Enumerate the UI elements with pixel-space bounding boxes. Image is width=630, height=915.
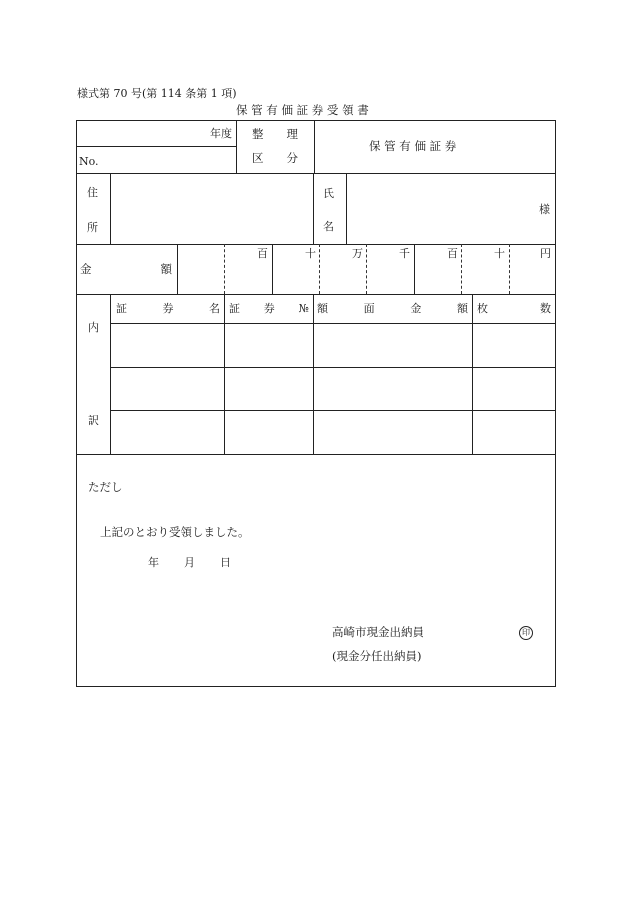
proviso-label: ただし [88,480,123,494]
seiri-label: 整 理 [252,127,298,141]
breakdown-label-2: 訳 [88,414,99,427]
cell-face-amount[interactable] [317,426,470,440]
cell-count[interactable] [477,340,552,354]
address-field[interactable] [111,174,313,244]
cell-security-name[interactable] [115,426,220,440]
issuer-sub-label: (現金分任出納員) [332,649,422,663]
cell-count[interactable] [477,383,552,397]
amount-field[interactable] [178,258,555,294]
cell-security-no[interactable] [228,383,312,397]
address-label-1: 住 [87,186,98,199]
unit-yen: 円 [540,247,551,260]
unit-ten: 十 [494,247,505,260]
kubun-label: 区 分 [252,151,298,165]
date-year-label: 年 [148,556,159,569]
name-label-1: 氏 [323,187,334,200]
honorific: 様 [539,203,550,216]
unit-ten-thousand: 万 [352,247,363,260]
cell-count[interactable] [477,426,552,440]
unit-ten-million: 十 [305,247,316,260]
col-security-no: 証 券 № [229,302,309,315]
address-label-2: 所 [87,221,98,234]
col-face-amount: 額 面 金 額 [317,302,468,315]
unit-thousand: 千 [399,247,410,260]
name-label-2: 名 [323,220,334,233]
unit-hundred: 百 [447,247,458,260]
issuer-label: 高崎市現金出納員 [332,625,424,639]
cell-face-amount[interactable] [317,340,470,354]
date-month-label: 月 [184,556,195,569]
year-label: 年度 [210,127,232,140]
cell-face-amount[interactable] [317,383,470,397]
cell-security-name[interactable] [115,340,220,354]
seal-mark: 印 [519,626,533,640]
name-field[interactable] [347,174,537,244]
col-count: 枚 数 [477,302,551,315]
cell-security-no[interactable] [228,426,312,440]
table-row [111,324,555,367]
cell-security-name[interactable] [115,383,220,397]
table-row [111,368,555,410]
col-security-name: 証 券 名 [116,302,220,315]
page-title: 保 管 有 価 証 券 受 領 書 [236,103,369,117]
date-day-label: 日 [220,556,231,569]
unit-hundred-million: 百 [257,247,268,260]
table-row [111,411,555,454]
number-label: No. [79,155,99,168]
cell-security-no[interactable] [228,340,312,354]
category-value: 保 管 有 価 証 券 [369,139,457,153]
form-number: 様式第 70 号(第 114 条第 1 項) [77,87,237,100]
breakdown-label-1: 内 [88,321,99,334]
amount-label: 金 額 [80,262,172,276]
received-text: 上記のとおり受領しました。 [100,525,250,539]
